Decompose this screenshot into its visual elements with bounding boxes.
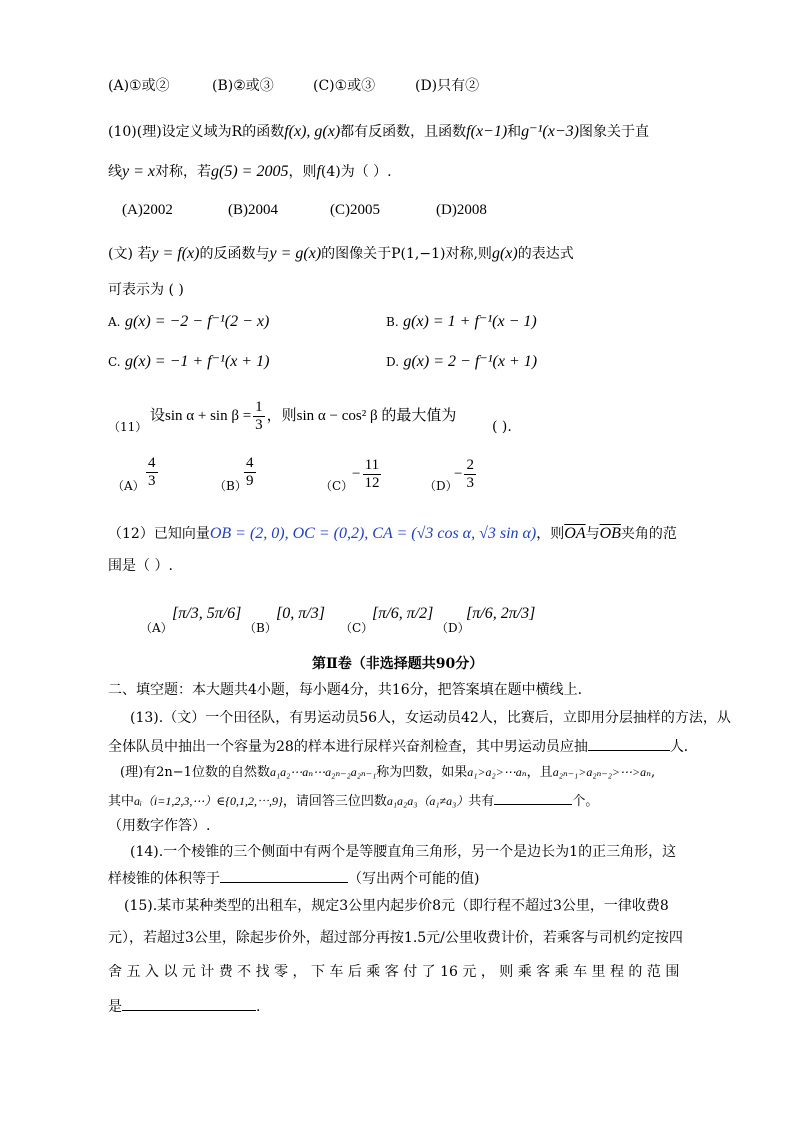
q12-option-b: [0, π/3]: [276, 605, 325, 622]
q10w-option-d: D. g(x) = 2 − f⁻¹(x + 1): [386, 353, 538, 370]
q15-line4: 是 .: [108, 996, 260, 1017]
q13-li-line2: 其中aᵢ（i=1,2,3,⋯）∈{0,1,2,⋯,9}，请回答三位凹数a₁a₂a₃（a₁≠a₃）共有 个。: [108, 790, 598, 812]
q9-option-c: (C)①或③: [313, 78, 376, 94]
q11-paren: ( ).: [492, 419, 512, 435]
q14-line2: 样棱锥的体积等于 （写出两个可能的值): [108, 868, 479, 889]
q12-vectors: OB = (2, 0), OC = (0,2), CA = (√3 cos α, √3 sin α): [209, 525, 537, 542]
q11-option-d-label: （D）: [424, 479, 458, 493]
q12-line1: （12）已知向量OB = (2, 0), OC = (0,2), CA = (√3 cos α, √3 sin α)，则$\overline{OA}$与$\overline{OB}$夹角的范: [108, 525, 677, 542]
q15-line1: (15).某市某种类型的出租车，规定3公里内起步价8元（即行程不超过3公里，一律收费8: [124, 898, 669, 914]
q10-option-c: (C)2005: [330, 202, 380, 218]
q10-line1: (10)(理)设定义域为R的函数f(x), g(x)都有反函数，且函数f(x−1)和g⁻¹(x−3)图象关于直: [108, 123, 649, 140]
q11-option-b-label: （B）: [214, 479, 247, 493]
q12-option-a-label: （A）: [140, 621, 173, 635]
q15-line3: 舍 五 入 以 元 计 费 不 找 零 ， 下 车 后 乘 客 付 了 16 元 ， 则 乘 客 乘 车 里 程 的 范 围: [108, 964, 680, 980]
q12-option-d-label: （D）: [436, 621, 470, 635]
q13-answer-blank[interactable]: [588, 736, 670, 751]
q10w-line2: 可表示为 ( ): [108, 282, 184, 298]
q11-option-c-label: （C）: [320, 479, 354, 493]
q11-option-d: − $\frac{2}{3}$: [454, 456, 474, 491]
section-intro: 二、填空题：本大题共4小题，每小题4分，共16分，把答案填在题中横线上．: [108, 682, 592, 698]
q12-option-b-label: （B）: [244, 621, 277, 635]
q11-stem: 设sin α + sin β = $\frac{1}{3}$ ，则sin α − cos² β 的最大值为: [150, 398, 457, 433]
q13-wen-line1: (13).（文）一个田径队，有男运动员56人，女运动员42人，比赛后，立即用分层抽样的方法，从: [130, 710, 731, 726]
q10-option-a: (A)2002: [122, 202, 173, 218]
q11-option-a: $\frac{4}{3}$: [148, 455, 156, 489]
section-title: 第Ⅱ卷（非选择题共90分）: [312, 656, 484, 672]
q13-wen-line2: 全体队员中抽出一个容量为28的样本进行尿样兴奋剂检查，其中男运动员应抽 人．: [108, 736, 698, 757]
q12-option-d: [π/6, 2π/3]: [466, 605, 536, 622]
q10w-option-b: B. g(x) = 1 + f⁻¹(x − 1): [386, 313, 537, 330]
q11-label: （11）: [108, 420, 148, 434]
q9-option-a: (A)①或②: [108, 78, 170, 94]
q12-option-a: [π/3, 5π/6]: [172, 605, 242, 622]
q15-line2: 元），若超过3公里，除起步价外，超过部分再按1.5元/公里收费计价，若乘客与司机约定按四: [108, 930, 683, 946]
q11-option-c: − $\frac{11}{12}$: [352, 456, 380, 491]
q13-li-line3: （用数字作答）.: [108, 818, 211, 834]
q11-option-b: $\frac{4}{9}$: [246, 455, 254, 489]
q13-li-line1: (理)有2n−1位数的自然数a₁a₂⋯aₙ⋯a₂ₙ₋₂a₂ₙ₋₁称为凹数，如果a₁>a₂>⋯aₙ，且a₂ₙ₋₁>a₂ₙ₋₂>⋯>aₙ,: [120, 765, 656, 780]
q13-li-answer-blank[interactable]: [494, 790, 572, 805]
q10-line2: 线y = x对称，若g(5) = 2005，则f(4)为（ ）.: [108, 163, 392, 180]
q10w-option-a: A. g(x) = −2 − f⁻¹(2 − x): [108, 313, 270, 330]
q12-line2: 围是（ ）.: [108, 558, 173, 574]
q14-answer-blank[interactable]: [220, 868, 348, 883]
q12-option-c-label: （C）: [340, 621, 374, 635]
q10-option-b: (B)2004: [228, 202, 278, 218]
q10-option-d: (D)2008: [436, 202, 487, 218]
q12-option-c: [π/6, π/2]: [372, 605, 434, 622]
q9-option-b: (B)②或③: [212, 78, 274, 94]
q14-line1: (14).一个棱锥的三个侧面中有两个是等腰直角三角形，另一个是边长为1的正三角形，这: [130, 844, 677, 860]
q11-option-a-label: （A）: [112, 479, 145, 493]
q15-answer-blank[interactable]: [122, 996, 256, 1011]
q10w-line1: (文) 若y = f(x)的反函数与y = g(x)的图像关于P(1,−1)对称,则g(x)的表达式: [108, 245, 574, 262]
q10w-option-c: C. g(x) = −1 + f⁻¹(x + 1): [108, 353, 270, 370]
q11-fraction: $\frac{1}{3}$: [255, 398, 263, 433]
q9-option-d: (D)只有②: [415, 78, 480, 94]
